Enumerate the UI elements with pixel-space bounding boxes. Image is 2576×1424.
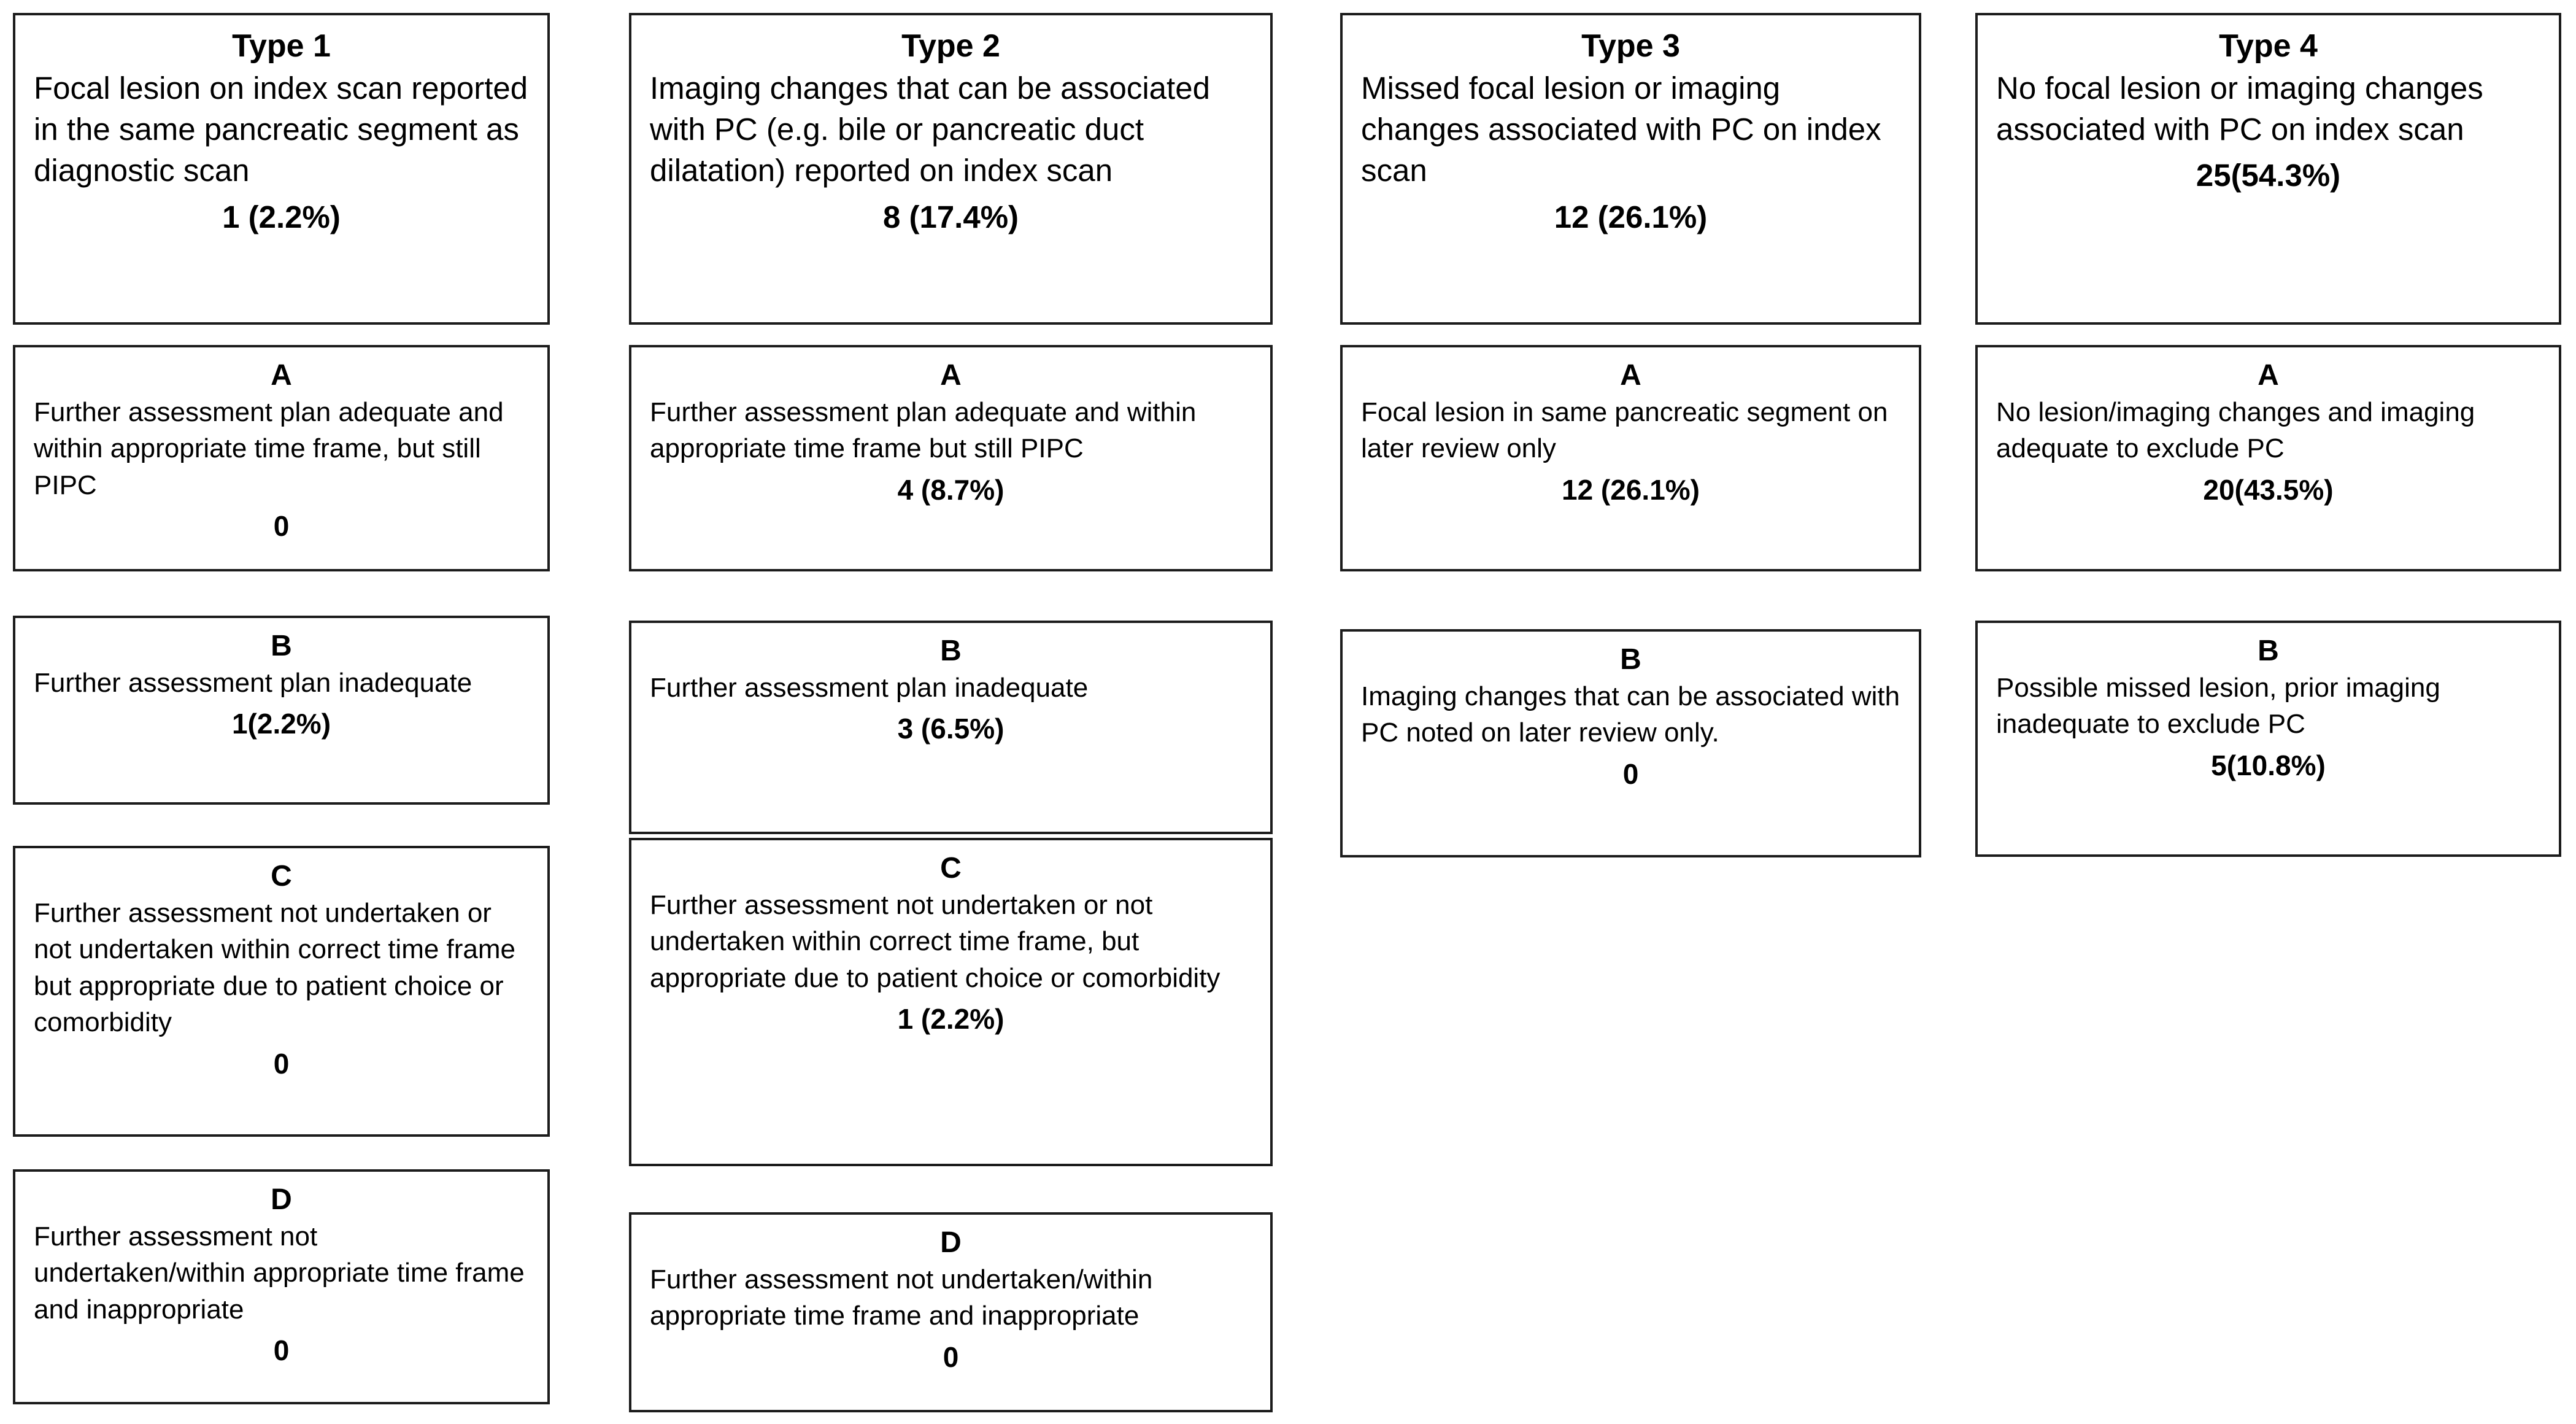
box-type-4-a xyxy=(1975,345,2561,571)
box-type-2-a-count: 4 (8.7%) xyxy=(897,473,1005,506)
box-type-4-b xyxy=(1975,621,2561,857)
box-type-3-b-count: 0 xyxy=(1622,757,1639,790)
box-type-3-a-title: A xyxy=(1620,359,1641,392)
box-type-2-b xyxy=(629,621,1273,834)
box-type-4-body: No focal lesion or imaging changes associated with PC on index scan xyxy=(1996,70,2483,147)
box-type-3-title: Type 3 xyxy=(1581,28,1680,64)
box-type-2-c-body: Further assessment not undertaken or not undertaken within correct time frame, but appropriate due to patient choice or comorbidity xyxy=(650,890,1221,993)
box-type-2-title: Type 2 xyxy=(901,28,1000,64)
box-type-4 xyxy=(1975,13,2561,325)
box-type-3-b-title: B xyxy=(1620,643,1641,676)
box-type-4-count: 25(54.3%) xyxy=(2196,158,2341,193)
box-type-1-b xyxy=(13,616,550,805)
box-type-1-a xyxy=(13,345,550,571)
box-type-1-b-body: Further assessment plan inadequate xyxy=(34,668,472,698)
box-type-4-b-count: 5(10.8%) xyxy=(2211,749,2326,781)
box-type-2-d-title: D xyxy=(940,1226,962,1259)
box-type-4-a-title: A xyxy=(2258,359,2279,392)
box-type-1-body: Focal lesion on index scan reported in the same pancreatic segment as diagnostic scan xyxy=(34,70,528,188)
box-type-2-count: 8 (17.4%) xyxy=(882,199,1019,234)
box-type-1-a-title: A xyxy=(271,359,292,392)
box-type-4-a-count: 20(43.5%) xyxy=(2203,473,2334,506)
box-type-1-d-count: 0 xyxy=(273,1334,290,1367)
box-type-2-c xyxy=(629,838,1273,1166)
box-type-2-d xyxy=(629,1212,1273,1412)
box-type-1-count: 1 (2.2%) xyxy=(222,199,341,234)
box-type-2-c-count: 1 (2.2%) xyxy=(897,1003,1005,1035)
box-type-1-d xyxy=(13,1169,550,1404)
box-type-2-a-body: Further assessment plan adequate and within appropriate time frame but still PIPC xyxy=(650,397,1197,464)
box-type-1-b-title: B xyxy=(271,630,292,662)
box-type-2-d-body: Further assessment not undertaken/within appropriate time frame and inappropriate xyxy=(650,1264,1153,1331)
box-type-1-a-count: 0 xyxy=(273,510,290,543)
box-type-4-b-body: Possible missed lesion, prior imaging inadequate to exclude PC xyxy=(1996,673,2440,740)
box-type-3-b xyxy=(1340,629,1921,857)
box-type-3-a-body: Focal lesion in same pancreatic segment on later review only xyxy=(1361,397,1888,464)
box-type-1-c-title: C xyxy=(271,860,292,892)
box-type-3-body: Missed focal lesion or imaging changes associated with PC on index scan xyxy=(1361,70,1881,188)
box-type-2-b-count: 3 (6.5%) xyxy=(897,713,1005,745)
box-type-1-c-body: Further assessment not undertaken or not undertaken within correct time frame but appropriate due to patient choice or comorbidity xyxy=(34,898,516,1038)
box-type-3-a xyxy=(1340,345,1921,571)
box-type-4-b-title: B xyxy=(2258,635,2279,667)
box-type-2-b-title: B xyxy=(940,635,962,667)
box-type-1-c xyxy=(13,846,550,1137)
box-type-2 xyxy=(629,13,1273,325)
box-type-2-body: Imaging changes that can be associated with PC (e.g. bile or pancreatic duct dilatation) reported on index scan xyxy=(650,70,1210,188)
box-type-3-b-body: Imaging changes that can be associated with PC noted on later review only. xyxy=(1361,681,1900,748)
box-type-3-count: 12 (26.1%) xyxy=(1554,199,1708,234)
box-type-3 xyxy=(1340,13,1921,325)
box-type-3-a-count: 12 (26.1%) xyxy=(1561,473,1700,506)
box-type-1-d-body: Further assessment not undertaken/within appropriate time frame and inappropriate xyxy=(34,1221,525,1325)
box-type-2-b-body: Further assessment plan inadequate xyxy=(650,673,1089,703)
box-type-2-c-title: C xyxy=(940,852,962,884)
box-type-2-a xyxy=(629,345,1273,571)
box-type-2-d-count: 0 xyxy=(943,1341,959,1373)
box-type-4-a-body: No lesion/imaging changes and imaging adequate to exclude PC xyxy=(1996,397,2475,464)
box-type-1-a-body: Further assessment plan adequate and within appropriate time frame, but still PIPC xyxy=(34,397,504,500)
box-type-1-c-count: 0 xyxy=(273,1047,290,1080)
box-type-1-b-count: 1(2.2%) xyxy=(231,708,331,740)
box-type-1-d-title: D xyxy=(271,1183,292,1216)
box-type-4-title: Type 4 xyxy=(2219,28,2318,64)
box-type-1 xyxy=(13,13,550,325)
box-type-2-a-title: A xyxy=(940,359,962,392)
box-type-1-title: Type 1 xyxy=(232,28,331,64)
